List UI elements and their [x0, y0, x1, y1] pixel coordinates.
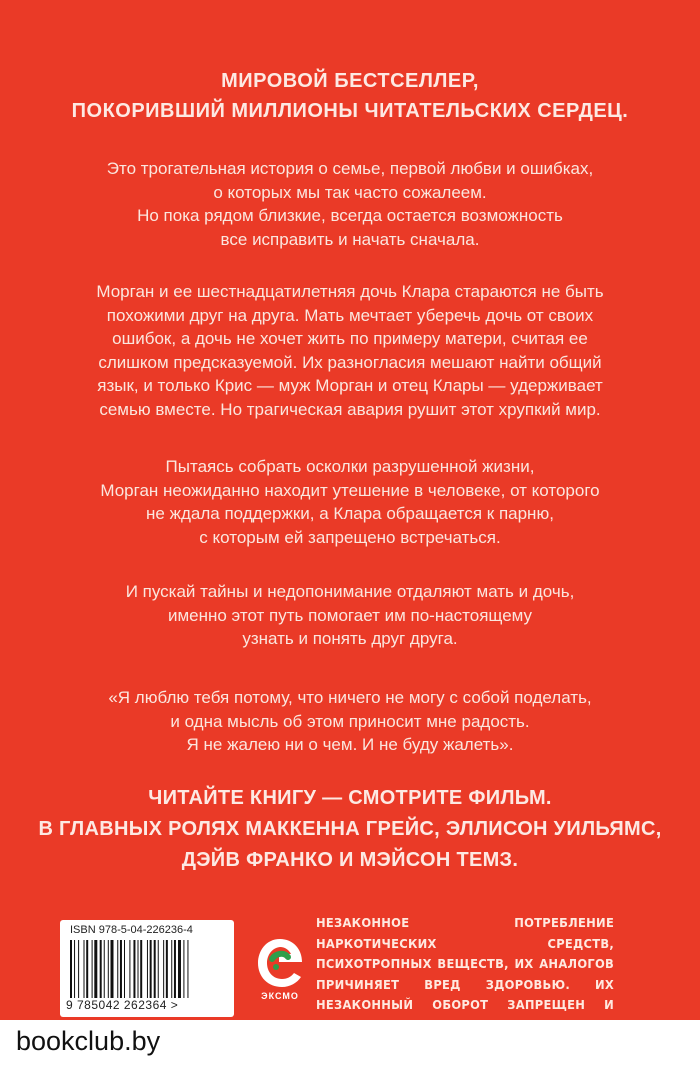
eksmo-logo-icon	[252, 935, 308, 991]
promo-line: В ГЛАВНЫХ РОЛЯХ МАККЕННА ГРЕЙС, ЭЛЛИСОН УИЛЬЯМС,	[38, 818, 662, 840]
text-line: «Я люблю тебя потому, что ничего не могу с собой поделать,	[108, 688, 592, 707]
text-line: И пускай тайны и недопонимание отдаляют мать и дочь,	[125, 582, 575, 601]
text-line: с которым ей запрещено встречаться.	[199, 527, 501, 547]
text-line: язык, и только Крис — муж Морган и отец Клары — удерживает	[97, 376, 603, 395]
promo-line: ДЭЙВ ФРАНКО И МЭЙСОН ТЕМЗ.	[181, 849, 519, 871]
text-line: узнать и понять друг друга.	[242, 629, 458, 648]
promo-line: ЧИТАЙТЕ КНИГУ — СМОТРИТЕ ФИЛЬМ.	[148, 787, 552, 809]
text-line: Но пока рядом близкие, всегда остается возможность	[137, 206, 563, 225]
film-promo	[0, 783, 700, 876]
text-line: не ждала поддержки, а Клара обращается к парню,	[146, 504, 554, 523]
barcode-digits: 9 785042 262364 >	[66, 998, 179, 1012]
barcode	[60, 920, 234, 1017]
text-line: Это трогательная история о семье, первой любви и ошибках,	[106, 159, 594, 178]
headline	[0, 66, 700, 126]
text-line: все исправить и начать сначала.	[220, 229, 480, 249]
text-line: и одна мысль об этом приносит мне радость.	[170, 711, 530, 731]
text-line: именно этот путь помогает им по-настоящему	[167, 605, 533, 625]
text-line: Я не жалею ни о чем. И не буду жалеть».	[186, 735, 514, 754]
headline-line: ПОКОРИВШИЙ МИЛЛИОНЫ ЧИТАТЕЛЬСКИХ СЕРДЕЦ.	[71, 100, 629, 122]
isbn-label: ISBN 978-5-04-226236-4	[70, 924, 193, 936]
text-line: ошибок, а дочь не хочет жить по примеру матери, считая ее	[112, 329, 588, 348]
description-paragraph	[20, 280, 680, 421]
publisher-logo	[252, 935, 308, 1007]
barcode-bars-icon	[70, 940, 224, 998]
text-line: слишком предсказуемой. Их разногласия мешают найти общий	[98, 352, 602, 372]
text-line: похожими друг на друга. Мать мечтает уберечь дочь от своих	[106, 305, 594, 325]
drug-warning: НЕЗАКОННОЕ ПОТРЕБЛЕНИЕ НАРКОТИЧЕСКИХ СРЕДСТВ, ПСИХОТРОПНЫХ ВЕЩЕСТВ, ИХ АНАЛОГОВ ПРИЧИНЯЕТ ВРЕД ЗДОРОВЬЮ. ИХ НЕЗАКОННЫЙ ОБОРОТ ЗАПРЕЩЕН И	[316, 915, 615, 1012]
text-line: о которых мы так часто сожалеем.	[213, 182, 487, 202]
text-line: Морган и ее шестнадцатилетняя дочь Клара стараются не быть	[96, 282, 604, 301]
headline-line: МИРОВОЙ БЕСТСЕЛЛЕР,	[221, 70, 479, 92]
text-line: Морган неожиданно находит утешение в человеке, от которого	[100, 480, 600, 500]
quote-paragraph	[20, 686, 680, 757]
description-paragraph	[20, 455, 680, 549]
text-line: семью вместе. Но трагическая авария рушит этот хрупкий мир.	[99, 399, 601, 419]
publisher-name: ЭКСМО	[261, 991, 299, 1001]
description-paragraph	[20, 157, 680, 251]
footer	[0, 1020, 700, 1067]
text-line: Пытаясь собрать осколки разрушенной жизни,	[165, 457, 535, 476]
description-paragraph	[20, 580, 680, 651]
site-watermark: bookclub.by	[16, 1026, 161, 1056]
